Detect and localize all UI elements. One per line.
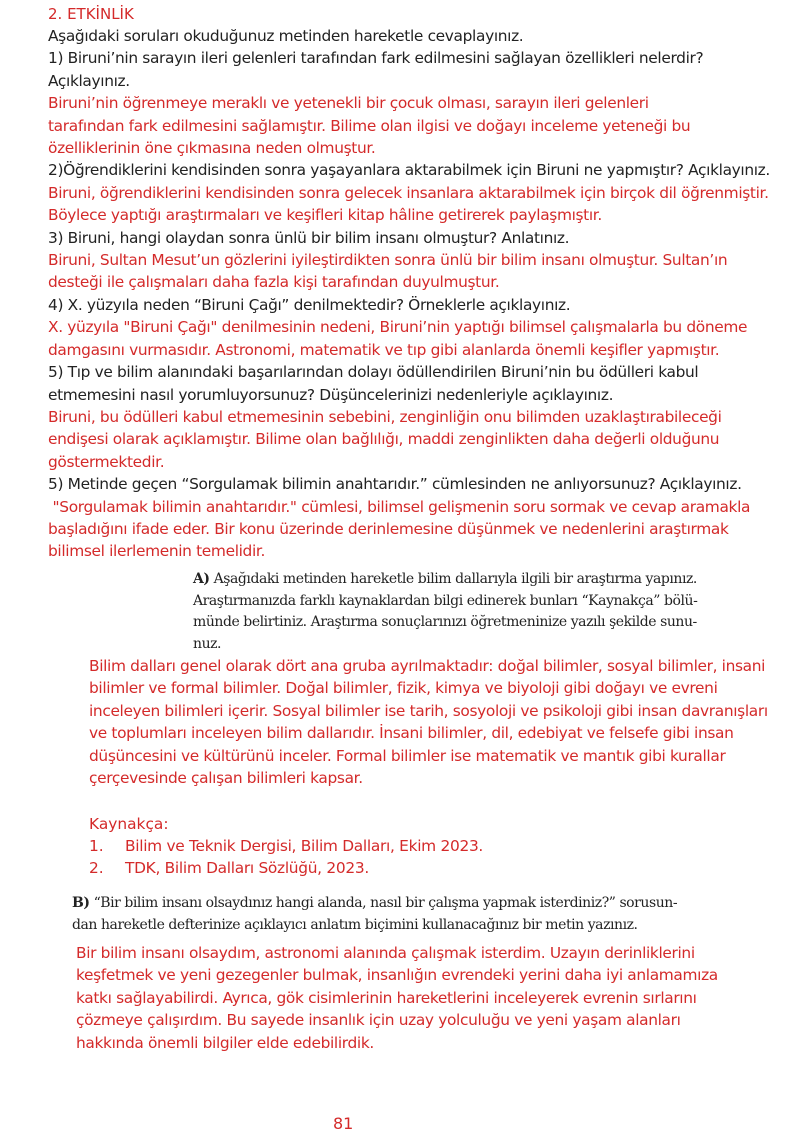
instruction-line: münde belirtiniz. Araştırma sonuçlarınızı öğretmeninize yazılı şekilde sunu- <box>193 614 697 630</box>
instruction-line: “Bir bilim insanı olsaydınız hangi alanda, nasıl bir çalışma yapmak isterdiniz?” sorusun- <box>93 895 678 911</box>
answer-line: düşüncesini ve kültürünü inceler. Formal bilimler ise matematik ve mantık gibi kurallar <box>89 746 726 765</box>
question-line: 2)Öğrendiklerini kendisinden sonra yaşayanlara aktarabilmek için Biruni ne yapmıştır? Açıklayınız. <box>48 161 770 180</box>
instruction-line: nuz. <box>193 635 222 652</box>
answer-line: Böylece yaptığı araştırmaları ve keşifleri kitap hâline getirerek paylaşmıştır. <box>48 206 602 225</box>
reference-text: TDK, Bilim Dalları Sözlüğü, 2023. <box>125 859 369 877</box>
answer-line: katkı sağlayabilirdi. Ayrıca, gök cisimlerinin hareketlerini inceleyerek evrenin sırlarını <box>76 988 697 1007</box>
answer-line: bilimsel ilerlemenin temelidir. <box>48 542 265 561</box>
answer-line: "Sorgulamak bilimin anahtarıdır." cümlesi, bilimsel gelişmenin soru sormak ve cevap aramakla <box>48 497 751 516</box>
answer-line: Bilim dalları genel olarak dört ana gruba ayrılmaktadır: doğal bilimler, sosyal bilimler, insani <box>89 657 766 675</box>
answer-line: ve toplumları inceleyen bilim dallarıdır. İnsani bilimler, dil, edebiyat ve felsefe gibi insan <box>89 724 734 743</box>
reference-number: 2. <box>89 859 104 877</box>
answer-line: özelliklerinin öne çıkmasına neden olmuştur. <box>48 139 376 158</box>
answer-line: desteği ile çalışmaları daha fazla kişi tarafından duyulmuştur. <box>48 273 500 292</box>
question-line: etmemesini nasıl yorumluyorsunuz? Düşüncelerinizi nedenleriyle açıklayınız. <box>48 385 614 404</box>
section-b-answer <box>76 942 796 1054</box>
question-line: 3) Biruni, hangi olaydan sonra ünlü bir bilim insanı olmuştur? Anlatınız. <box>48 228 570 247</box>
question-line: 4) X. yüzyıla neden “Biruni Çağı” denilmektedir? Örneklerle açıklayınız. <box>48 295 571 314</box>
section-b-label: B) <box>72 895 90 911</box>
reference-text: Bilim ve Teknik Dergisi, Bilim Dalları, Ekim 2023. <box>125 837 484 855</box>
answer-line: tarafından fark edilmesini sağlamıştır. Bilime olan ilgisi ve doğayı inceleme yeteneği bu <box>48 116 691 135</box>
instruction-line: Aşağıdaki metinden hareketle bilim dallarıyla ilgili bir araştırma yapınız. <box>213 571 697 587</box>
answer-line: X. yüzyıla "Biruni Çağı" denilmesinin nedeni, Biruni’nin yaptığı bilimsel çalışmalarla bu döneme <box>48 318 748 337</box>
answer-line: Biruni, Sultan Mesut’un gözlerini iyileştirdikten sonra ünlü bir bilim insanı olmuştur. Sultan’ın <box>48 251 728 270</box>
question-line: Açıklayınız. <box>48 71 130 90</box>
section-a-label: A) <box>193 571 210 587</box>
page-number: 81 <box>333 1114 354 1133</box>
question-line: 5) Metinde geçen “Sorgulamak bilimin anahtarıdır.” cümlesinden ne anlıyorsunuz? Açıklayınız. <box>48 475 742 494</box>
activity-intro: Aşağıdaki soruları okuduğunuz metinden hareketle cevaplayınız. <box>48 27 524 45</box>
answer-line: keşfetmek ve yeni gezegenler bulmak, insanlığın evrendeki yerini daha iyi anlamamıza <box>76 966 718 985</box>
answer-line: Bir bilim insanı olsaydım, astronomi alanında çalışmak isterdim. Uzayın derinliklerini <box>76 944 695 962</box>
activity-block <box>48 3 808 563</box>
activity-heading: 2. ETKİNLİK <box>48 5 134 23</box>
answer-line: çözmeye çalışırdım. Bu sayede insanlık için uzay yolculuğu ve yeni yaşam alanları <box>76 1011 681 1030</box>
answer-line: hakkında önemli bilgiler elde edebilirdik. <box>76 1033 374 1052</box>
section-a-answer <box>89 655 804 789</box>
answer-line: çerçevesinde çalışan bilimleri kapsar. <box>89 769 363 788</box>
answer-line: damgasını vurmasıdır. Astronomi, matematik ve tıp gibi alanlarda önemli keşifler yapmıştır. <box>48 340 720 359</box>
question-line: 1) Biruni’nin sarayın ileri gelenleri tarafından fark edilmesini sağlayan özellikleri nelerdir? <box>48 49 704 68</box>
answer-line: Biruni, öğrendiklerini kendisinden sonra gelecek insanlara aktarabilmek için birçok dil öğrenmiştir. <box>48 183 769 202</box>
answer-line: inceleyen bilimleri içerir. Sosyal bilimler ise tarih, sosyoloji ve psikoloji gibi insan davranışları <box>89 701 768 720</box>
answer-line: başladığını ifade eder. Bir konu üzerinde derinlemesine düşünmek ve nedenlerini araştırmak <box>48 519 729 538</box>
instruction-line: dan hareketle defterinize açıklayıcı anlatım biçimini kullanacağınız bir metin yazınız. <box>72 916 638 933</box>
section-b-instruction <box>72 893 792 936</box>
answer-line: endişesi olarak açıklamıştır. Bilime olan bağlılığı, maddi zenginlikten daha değerli olduğunu <box>48 430 720 449</box>
answer-line: bilimler ve formal bilimler. Doğal bilimler, fizik, kimya ve biyoloji gibi doğayı ve evreni <box>89 679 718 698</box>
section-a-instruction <box>193 569 773 655</box>
instruction-line: Araştırmanızda farklı kaynaklardan bilgi edinerek bunları “Kaynakça” bölü- <box>193 592 698 609</box>
answer-line: Biruni, bu ödülleri kabul etmemesinin sebebini, zenginliğin onu bilimden uzaklaştırabileceği <box>48 407 722 426</box>
answer-line: Biruni’nin öğrenmeye meraklı ve yetenekli bir çocuk olması, sarayın ileri gelenleri <box>48 94 649 113</box>
references-title: Kaynakça: <box>89 815 169 833</box>
answer-line: göstermektedir. <box>48 452 165 471</box>
question-line: 5) Tıp ve bilim alanındaki başarılarından dolayı ödüllendirilen Biruni’nin bu ödülleri kabul <box>48 363 699 382</box>
reference-number: 1. <box>89 837 104 855</box>
